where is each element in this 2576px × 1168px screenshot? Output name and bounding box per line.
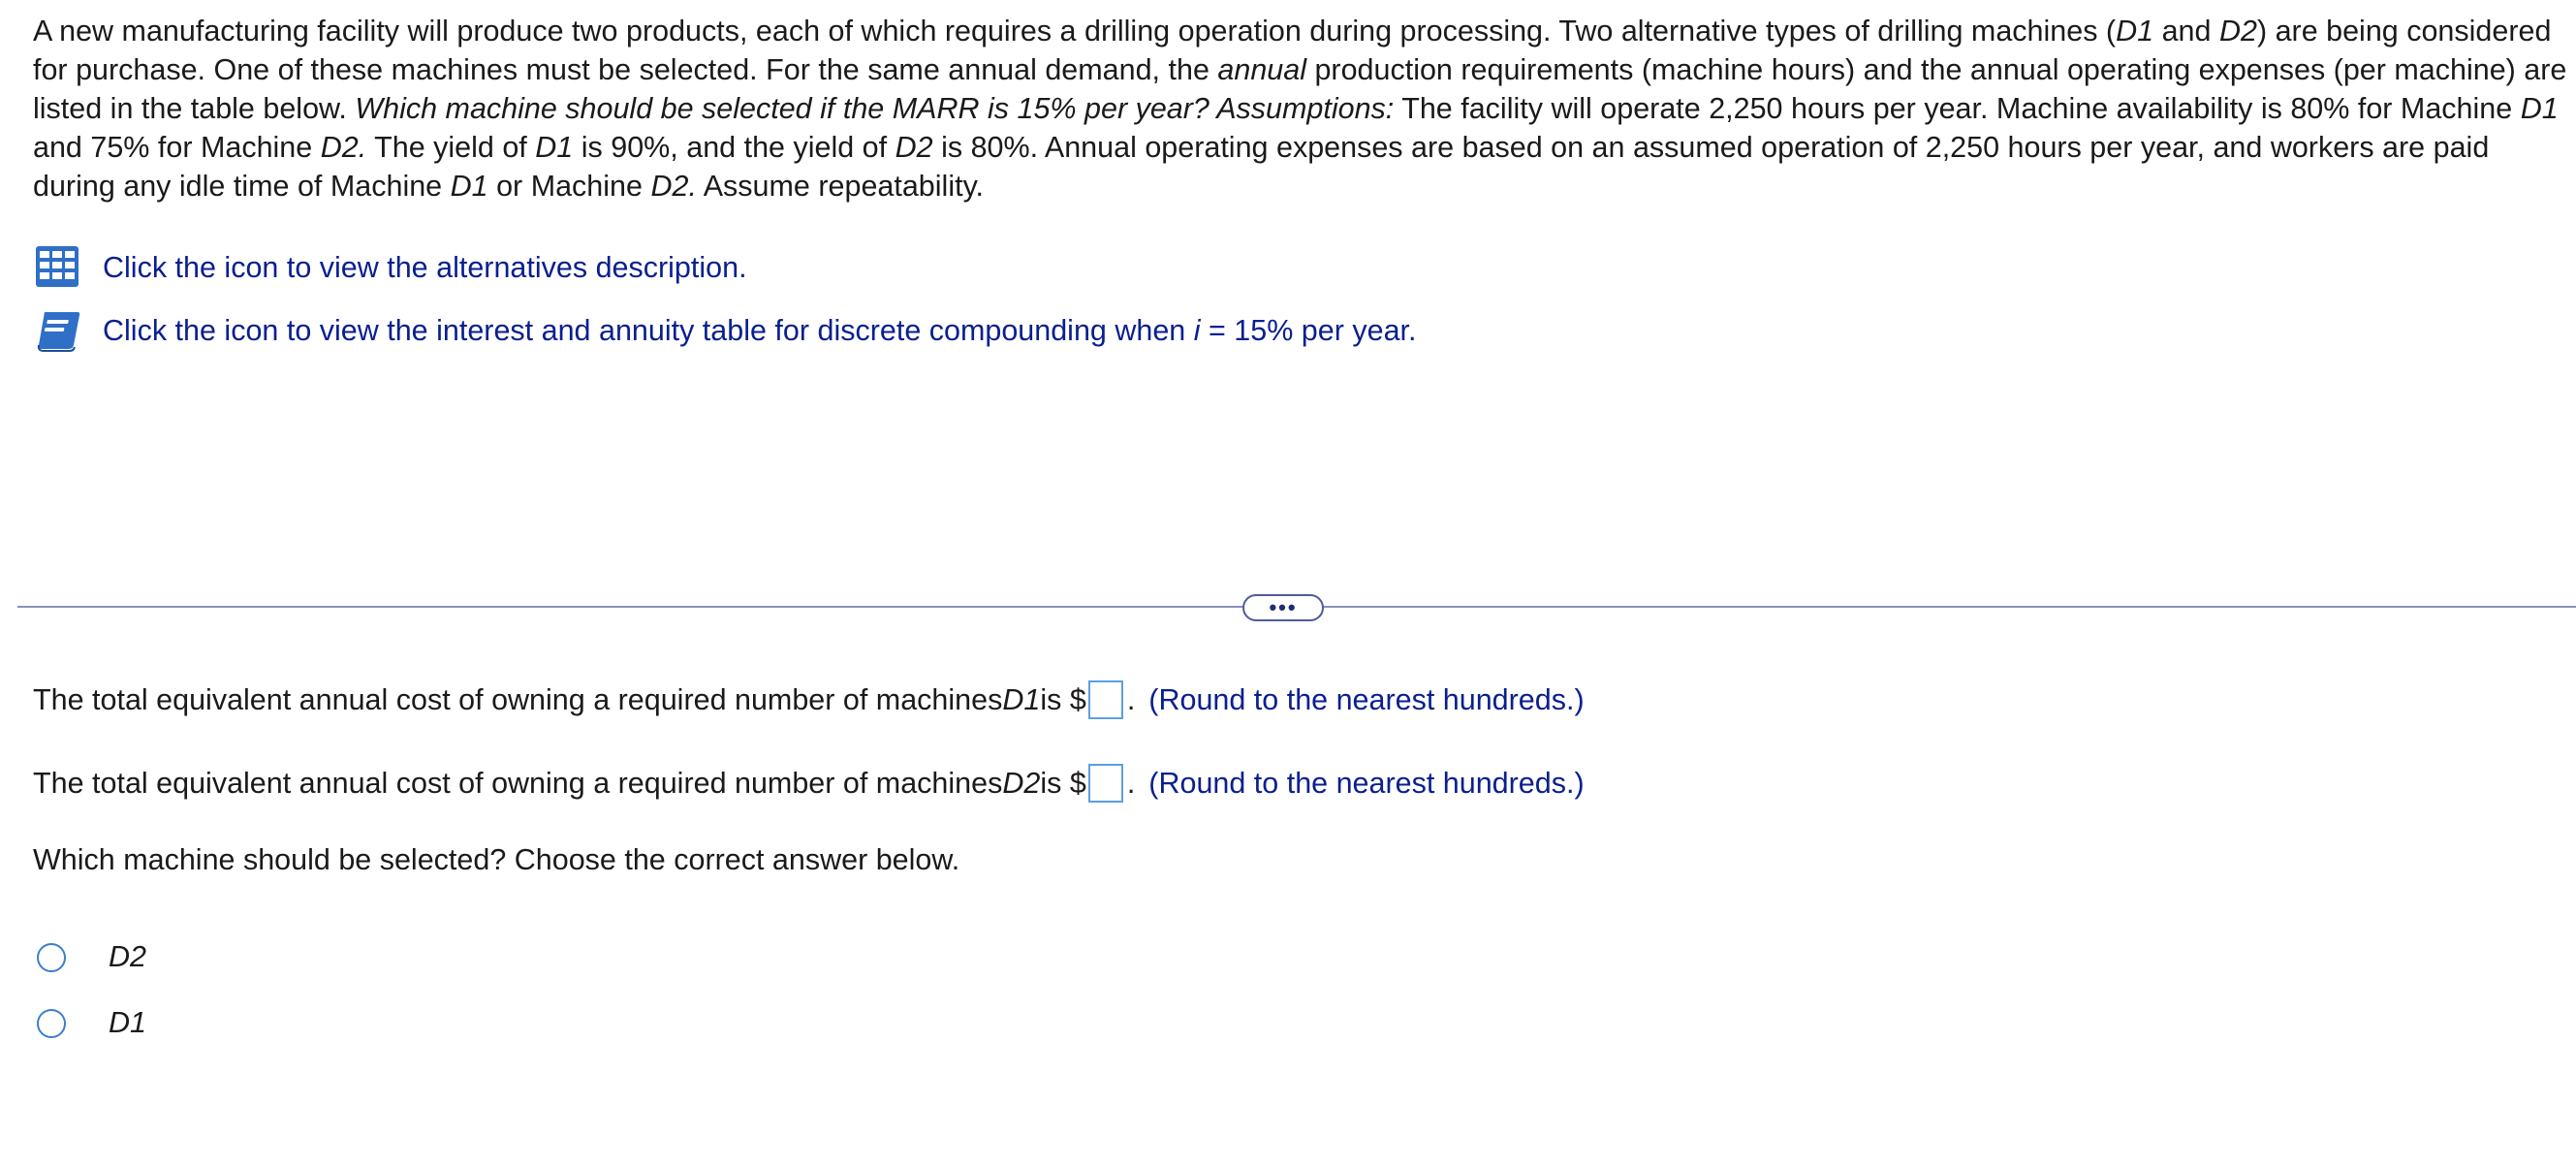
- option-d2[interactable]: [37, 940, 146, 974]
- d2-cost-input[interactable]: [1088, 764, 1123, 803]
- option-d1[interactable]: [37, 1006, 146, 1040]
- table-grid-icon[interactable]: [35, 245, 83, 290]
- question-d1: The total equivalent annual cost of owning a required number of machines D1 is $ . (Round to the nearest hundreds.): [33, 680, 1585, 719]
- round-hint: (Round to the nearest hundreds.): [1148, 682, 1585, 716]
- book-icon[interactable]: [35, 308, 83, 353]
- alternatives-link[interactable]: [35, 245, 747, 290]
- option-label: D1: [109, 1006, 146, 1039]
- interest-table-link-text[interactable]: Click the icon to view the interest and annuity table for discrete compounding when i = 15% per year.: [103, 313, 1417, 347]
- radio-button[interactable]: [37, 943, 66, 972]
- problem-statement: A new manufacturing facility will produce two products, each of which requires a drilling operation during processing. Two alternative types of drilling machines (D1 and D2) are being considered for purchase. One of these machines must be selected. For the same annual demand, the annual production requirements (machine hours) and the annual operating expenses (per machine) are listed in the table below. Which machine should be selected if the MARR is 15% per year? Assumptions: The facility will operate 2,250 hours per year. Machine availability is 80% for Machine D1 and 75% for Machine D2. The yield of D1 is 90%, and the yield of D2 is 80%. Annual operating expenses are based on an assumed operation of 2,250 hours per year, and workers are paid during any idle time of Machine D1 or Machine D2. Assume repeatability.: [33, 15, 2567, 203]
- interest-table-link[interactable]: [35, 308, 1417, 353]
- question-d2: The total equivalent annual cost of owning a required number of machines D2 is $ . (Round to the nearest hundreds.): [33, 764, 1585, 803]
- expand-button[interactable]: •••: [1242, 594, 1324, 621]
- round-hint: (Round to the nearest hundreds.): [1148, 766, 1585, 800]
- option-label: D2: [109, 940, 146, 973]
- radio-button[interactable]: [37, 1009, 66, 1038]
- choice-prompt: Which machine should be selected? Choose the correct answer below.: [33, 843, 960, 876]
- alternatives-link-text[interactable]: Click the icon to view the alternatives description.: [103, 250, 747, 284]
- d1-cost-input[interactable]: [1088, 680, 1123, 719]
